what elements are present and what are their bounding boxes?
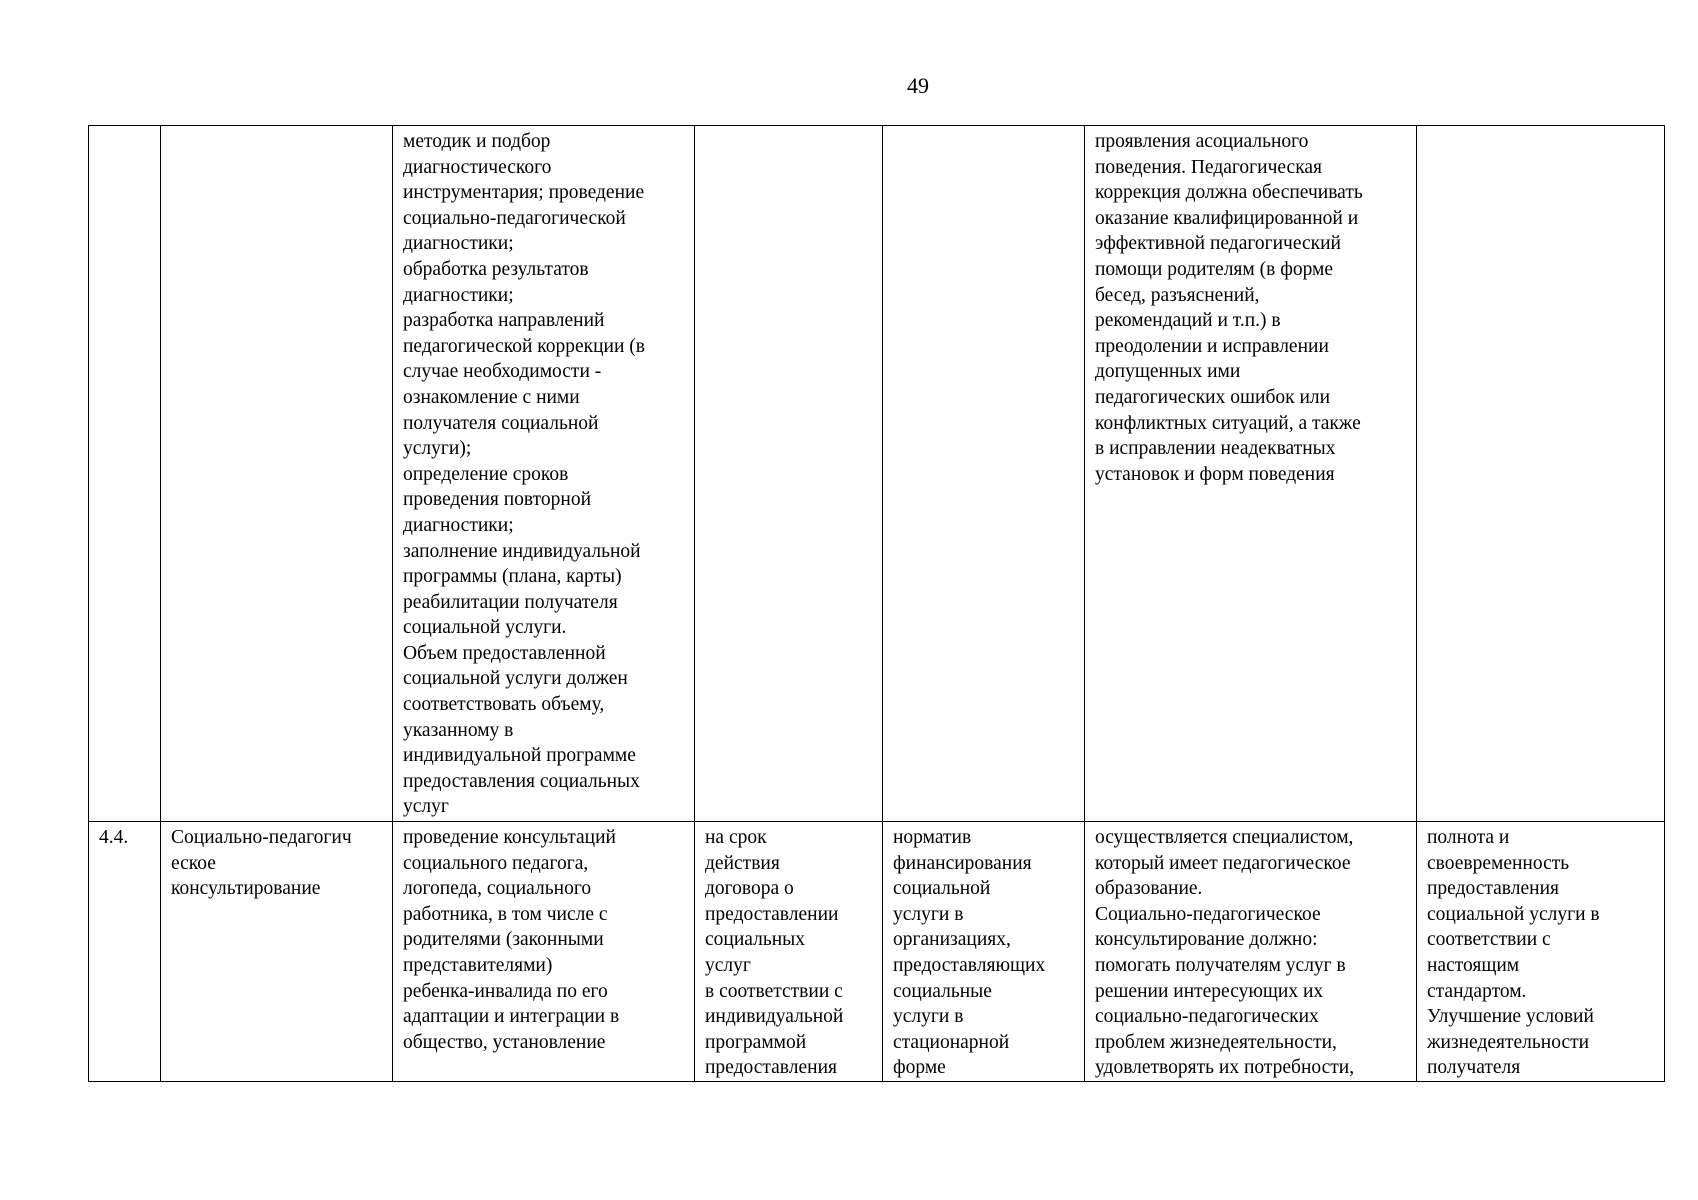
cell-text-line: своевременность: [1427, 852, 1570, 874]
cell-text-line: представителями): [403, 954, 553, 976]
cell-norm: [883, 822, 1085, 1082]
page-number: 49: [907, 73, 929, 98]
cell-text-line: Улучшение условий: [1427, 1006, 1594, 1028]
cell-text-line: консультирование должно:: [1095, 929, 1318, 951]
cell-text-line: образование.: [1095, 878, 1203, 900]
cell-text-line: работника, в том числе с: [403, 903, 608, 925]
cell-text-line: преодолении и исправлении: [1095, 335, 1329, 357]
cell-text-line: получателя социальной: [403, 412, 599, 434]
cell-text-line: обработка результатов: [403, 258, 589, 280]
cell-text-line: услуги в: [893, 903, 964, 925]
cell-text-line: соответствии с: [1427, 929, 1551, 951]
cell-service-term: [695, 126, 883, 822]
cell-text-line: общество, установление: [403, 1031, 606, 1053]
cell-text-line: ознакомление с ними: [403, 386, 580, 408]
cell-text-line: который имеет педагогическое: [1095, 852, 1351, 874]
cell-text-line: осуществляется специалистом,: [1095, 827, 1354, 848]
cell-text-line: форме: [893, 1057, 946, 1079]
cell-service-name: [161, 126, 393, 822]
cell-text-line: ребенка-инвалида по его: [403, 980, 608, 1002]
cell-text-line: в исправлении неадекватных: [1095, 438, 1336, 460]
cell-text-line: адаптации и интеграции в: [403, 1006, 620, 1028]
cell-text-line: стационарной: [893, 1031, 1010, 1053]
cell-quality-indicators: [1417, 126, 1665, 822]
standards-table: [88, 125, 1665, 1082]
cell-text-line: оказание квалифицированной и: [1095, 207, 1359, 229]
cell-text-line: социально-педагогической: [403, 207, 626, 229]
cell-text-line: договора о: [705, 878, 794, 900]
cell-text-line: организациях,: [893, 929, 1011, 951]
cell-text-line: услуг: [705, 954, 751, 976]
cell-text-line: индивидуальной программе: [403, 745, 636, 767]
cell-text-line: еское: [171, 852, 216, 874]
cell-text-line: социально-педагогических: [1095, 1006, 1319, 1028]
cell-text-line: предоставлении: [705, 903, 839, 925]
cell-text-line: поведения. Педагогическая: [1095, 156, 1323, 178]
table-row: [89, 822, 1665, 1082]
cell-text-line: услуги);: [403, 438, 472, 460]
cell-service-description: [393, 822, 695, 1082]
cell-text-line: Социально-педагогическое: [1095, 903, 1321, 925]
cell-number: [89, 126, 161, 822]
cell-text-line: удовлетворять их потребности,: [1095, 1057, 1355, 1079]
cell-text-line: проявления асоциального: [1095, 131, 1309, 152]
cell-text-line: 4.4.: [99, 827, 129, 848]
cell-text-line: социальных: [705, 929, 806, 951]
cell-text-line: финансирования: [893, 852, 1032, 874]
cell-text-line: допущенных ими: [1095, 361, 1241, 383]
cell-text-line: социальной: [893, 878, 991, 900]
cell-text-line: программой: [705, 1031, 807, 1053]
cell-text-line: действия: [705, 852, 780, 874]
cell-text-line: родителями (законными: [403, 929, 604, 951]
cell-text-line: заполнение индивидуальной: [403, 540, 641, 562]
cell-text-line: решении интересующих их: [1095, 980, 1324, 1002]
cell-text-line: социальные: [893, 980, 992, 1002]
cell-text-line: услуг: [403, 796, 449, 818]
cell-text-line: установок и форм поведения: [1095, 463, 1335, 485]
cell-text-line: получателя: [1427, 1057, 1521, 1079]
cell-service-term: [695, 822, 883, 1082]
cell-text-line: социальной услуги должен: [403, 668, 628, 690]
cell-text-line: в соответствии с: [705, 980, 843, 1002]
cell-conditions: [1085, 822, 1417, 1082]
cell-text-line: социального педагога,: [403, 852, 589, 874]
cell-text-line: проведения повторной: [403, 489, 592, 511]
cell-text-line: методик и подбор: [403, 131, 551, 152]
cell-text-line: бесед, разъяснений,: [1095, 284, 1260, 306]
cell-text-line: настоящим: [1427, 954, 1520, 976]
cell-text-line: помогать получателям услуг в: [1095, 954, 1346, 976]
cell-text-line: индивидуальной: [705, 1006, 844, 1028]
cell-number: [89, 822, 161, 1082]
cell-text-line: услуги в: [893, 1006, 964, 1028]
cell-text-line: указанному в: [403, 719, 514, 741]
cell-text-line: стандартом.: [1427, 980, 1527, 1002]
cell-service-name: [161, 822, 393, 1082]
cell-text-line: помощи родителям (в форме: [1095, 258, 1334, 280]
cell-text-line: жизнедеятельности: [1427, 1031, 1590, 1053]
cell-text-line: консультирование: [171, 878, 321, 900]
cell-text-line: диагностики;: [403, 284, 514, 306]
cell-text-line: полнота и: [1427, 827, 1510, 848]
cell-text-line: соответствовать объему,: [403, 694, 605, 716]
cell-text-line: эффективной педагогический: [1095, 233, 1341, 255]
cell-text-line: предоставления: [1427, 878, 1559, 900]
cell-text-line: реабилитации получателя: [403, 591, 618, 613]
cell-quality-indicators: [1417, 822, 1665, 1082]
cell-text-line: социальной услуги в: [1427, 903, 1600, 925]
cell-text-line: логопеда, социального: [403, 878, 592, 900]
cell-text-line: проведение консультаций: [403, 827, 616, 848]
cell-text-line: на срок: [705, 827, 767, 848]
cell-text-line: разработка направлений: [403, 310, 605, 332]
cell-conditions: [1085, 126, 1417, 822]
cell-text-line: конфликтных ситуаций, а также: [1095, 412, 1361, 434]
cell-text-line: рекомендаций и т.п.) в: [1095, 310, 1281, 332]
cell-text-line: инструментария; проведение: [403, 182, 645, 204]
cell-text-line: диагностики;: [403, 514, 514, 536]
cell-text-line: Социально-педагогич: [171, 827, 352, 848]
cell-text-line: диагностики;: [403, 233, 514, 255]
cell-text-line: программы (плана, карты): [403, 566, 622, 588]
cell-text-line: Объем предоставленной: [403, 642, 606, 664]
cell-text-line: педагогических ошибок или: [1095, 386, 1331, 408]
cell-text-line: определение сроков: [403, 463, 569, 485]
cell-text-line: проблем жизнедеятельности,: [1095, 1031, 1337, 1053]
cell-text-line: предоставления социальных: [403, 770, 640, 792]
cell-text-line: случае необходимости -: [403, 361, 602, 383]
cell-text-line: педагогической коррекции (в: [403, 335, 645, 357]
cell-text-line: предоставления: [705, 1057, 837, 1079]
cell-norm: [883, 126, 1085, 822]
cell-text-line: диагностического: [403, 156, 552, 178]
cell-text-line: социальной услуги.: [403, 617, 567, 639]
table-row: [89, 126, 1665, 822]
cell-text-line: предоставляющих: [893, 954, 1046, 976]
cell-text-line: коррекция должна обеспечивать: [1095, 182, 1363, 204]
cell-text-line: норматив: [893, 827, 972, 848]
cell-service-description: [393, 126, 695, 822]
